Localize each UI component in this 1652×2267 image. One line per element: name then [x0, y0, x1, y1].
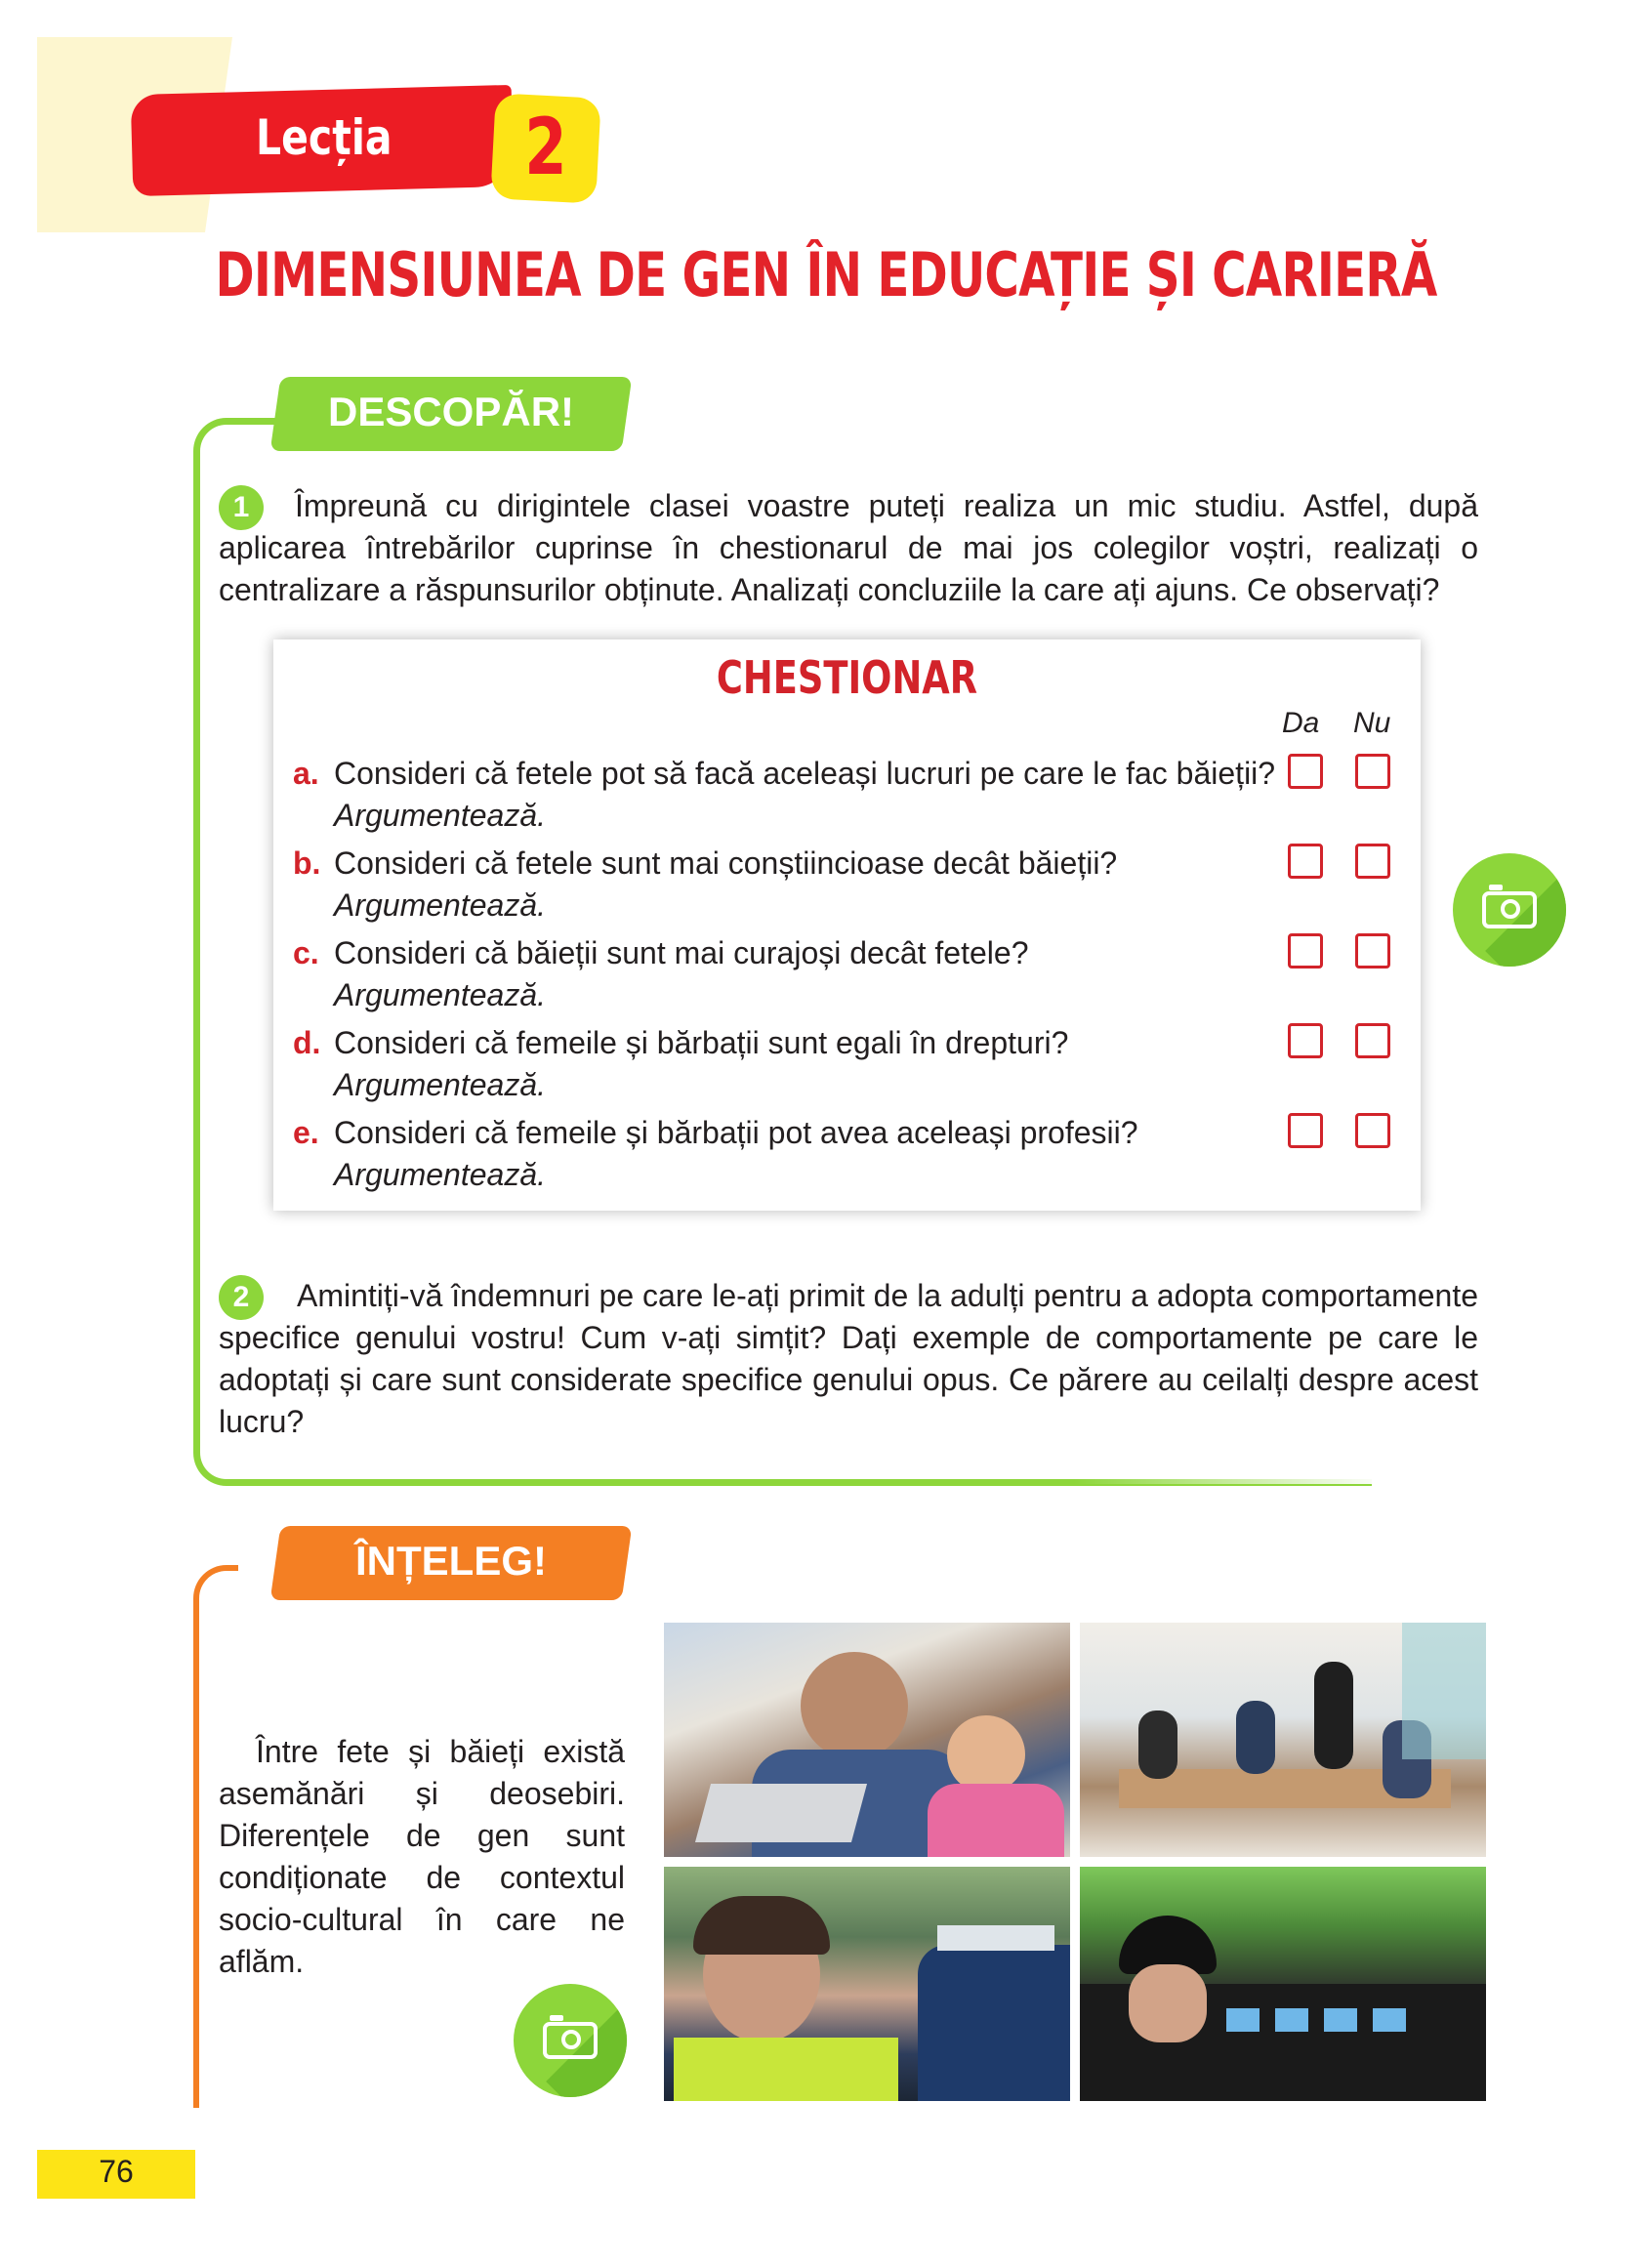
understand-tab-label: ÎNȚELEG!: [355, 1538, 547, 1584]
photo-business-meeting: [1080, 1623, 1486, 1857]
no-checkbox[interactable]: [1355, 933, 1390, 969]
question-letter: d.: [293, 1025, 321, 1060]
page-number: 76: [99, 2154, 134, 2189]
lesson-label: Lecția: [256, 109, 392, 166]
yes-checkbox[interactable]: [1288, 933, 1323, 969]
question-text: Consideri că femeile și bărbații sunt egali în drepturi?: [334, 1025, 1069, 1060]
camera-icon[interactable]: [1453, 853, 1566, 967]
question-letter: b.: [293, 845, 321, 881]
no-checkbox[interactable]: [1355, 844, 1390, 879]
photo-pilot-cockpit: [1080, 1867, 1486, 2101]
column-no-header: Nu: [1353, 707, 1391, 739]
column-yes-header: Da: [1282, 707, 1320, 739]
no-checkbox[interactable]: [1355, 1023, 1390, 1058]
understand-text: Între fete și băieți există asemănări și deosebiri. Diferențele de gen sunt condiționate de contextul socio-cultural în care ne aflăm.: [219, 1734, 625, 1979]
discover-tab-label: DESCOPĂR!: [327, 389, 575, 434]
discover-item-1-text: Împreună cu dirigintele clasei voastre puteți realiza un mic studiu. Astfel, după aplicarea întrebărilor cuprinse în chestionarul de mai jos colegilor voștri, realizați o centralizare a răspunsurilor obținute. Analizați concluziile la care ați ajuns. Ce observați?: [219, 488, 1478, 607]
question-argument: Argumentează.: [334, 1157, 547, 1192]
page-title: DIMENSIUNEA DE GEN ÎN EDUCAȚIE ȘI CARIERĂ: [215, 239, 1437, 310]
question-text: Consideri că femeile și bărbații pot avea aceleași profesii?: [334, 1115, 1138, 1150]
question-argument: Argumentează.: [334, 887, 547, 923]
yes-checkbox[interactable]: [1288, 1113, 1323, 1148]
yes-checkbox[interactable]: [1288, 1023, 1323, 1058]
no-checkbox[interactable]: [1355, 754, 1390, 789]
question-text: Consideri că fetele sunt mai conștiincioase decât băieții?: [334, 845, 1118, 881]
photo-policewoman: [664, 1867, 1070, 2101]
question-letter: e.: [293, 1115, 319, 1150]
discover-item-2-text: Amintiți-vă îndemnuri pe care le-ați primit de la adulți pentru a adopta comportamente specifice genului vostru! Cum v-ați simțit? Dați exemple de comportamente pe care le adoptați și care sunt considerate specifice genului opus. Ce părere au ceilalți despre acest lucru?: [219, 1278, 1478, 1439]
frame-fade: [1074, 1464, 1386, 1484]
yes-checkbox[interactable]: [1288, 754, 1323, 789]
question-argument: Argumentează.: [334, 798, 547, 833]
question-argument: Argumentează.: [334, 977, 547, 1012]
item-number-2: 2: [219, 1275, 264, 1320]
question-text: Consideri că băieții sunt mai curajoși decât fetele?: [334, 935, 1029, 970]
question-letter: c.: [293, 935, 319, 970]
no-checkbox[interactable]: [1355, 1113, 1390, 1148]
item-number-1: 1: [219, 485, 264, 530]
photo-teacher-with-children: [664, 1623, 1070, 1857]
question-argument: Argumentează.: [334, 1067, 547, 1102]
questionnaire-title: CHESTIONAR: [716, 651, 978, 704]
camera-icon[interactable]: [514, 1984, 627, 2097]
question-letter: a.: [293, 756, 319, 791]
yes-checkbox[interactable]: [1288, 844, 1323, 879]
question-text: Consideri că fetele pot să facă aceleași lucruri pe care le fac băieții?: [334, 756, 1276, 791]
lesson-number: 2: [524, 102, 567, 192]
